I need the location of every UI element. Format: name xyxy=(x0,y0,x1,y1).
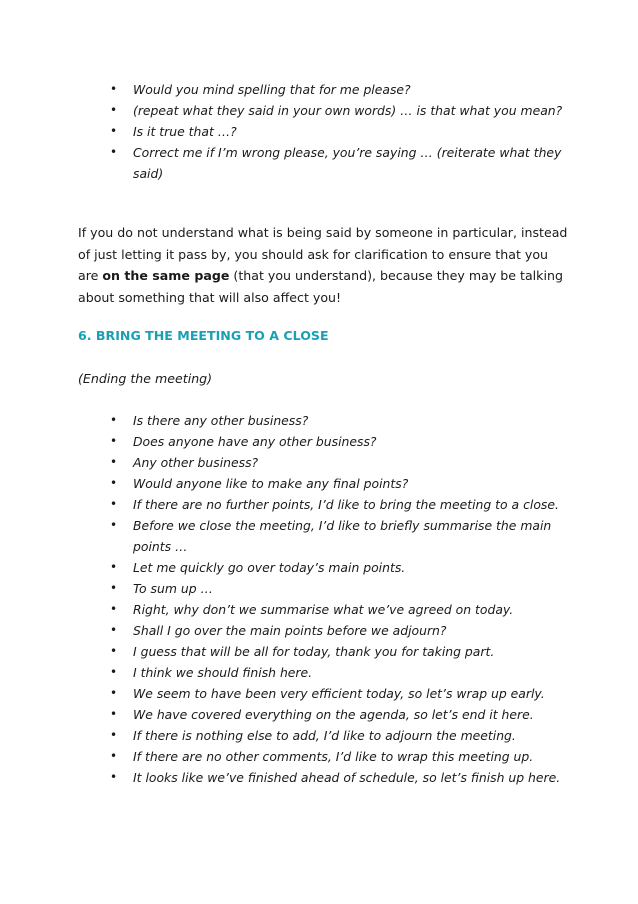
list-item: • If there are no further points, I’d like to bring the meeting to a close. xyxy=(110,494,580,515)
paragraph-text-end: (that you understand), because they may be talking about something that will also affect you! xyxy=(78,268,563,306)
list-item: • I think we should finish here. xyxy=(110,662,580,683)
list-item: • Is it true that …? xyxy=(110,121,580,142)
list-item: • If there is nothing else to add, I’d like to adjourn the meeting. xyxy=(110,725,580,746)
list-item: • Before we close the meeting, I’d like to briefly summarise the main points … xyxy=(110,515,580,557)
list-item: • Right, why don’t we summarise what we’ve agreed on today. xyxy=(110,599,580,620)
list-item: • Any other business? xyxy=(110,452,580,473)
clarification-phrase-list xyxy=(110,79,580,184)
list-item: • Does anyone have any other business? xyxy=(110,431,580,452)
list-item: • I guess that will be all for today, thank you for taking part. xyxy=(110,641,580,662)
list-item: • Correct me if I’m wrong please, you’re saying … (reiterate what they said) xyxy=(110,142,580,184)
list-item: • Let me quickly go over today’s main points. xyxy=(110,557,580,578)
list-item: • (repeat what they said in your own words) … is that what you mean? xyxy=(110,100,580,121)
list-item: • Would you mind spelling that for me please? xyxy=(110,79,580,100)
section-heading: 6. BRING THE MEETING TO A CLOSE xyxy=(78,328,329,343)
list-item: • To sum up … xyxy=(110,578,580,599)
list-item: • We seem to have been very efficient today, so let’s wrap up early. xyxy=(110,683,580,704)
paragraph-emphasis: on the same page xyxy=(102,268,230,284)
paragraph-text-start: If you do not understand what is being said by someone in particular, instead of just letting it pass by, you should ask for clarification to ensure that you are xyxy=(78,225,568,284)
closing-phrase-list xyxy=(110,410,580,788)
list-item: • If there are no other comments, I’d like to wrap this meeting up. xyxy=(110,746,580,767)
list-item: • Is there any other business? xyxy=(110,410,580,431)
list-item: • It looks like we’ve finished ahead of schedule, so let’s finish up here. xyxy=(110,767,580,788)
clarification-paragraph xyxy=(78,222,568,309)
section-note: (Ending the meeting) xyxy=(78,371,213,386)
list-item: • We have covered everything on the agenda, so let’s end it here. xyxy=(110,704,580,725)
list-item: • Would anyone like to make any final points? xyxy=(110,473,580,494)
list-item: • Shall I go over the main points before we adjourn? xyxy=(110,620,580,641)
